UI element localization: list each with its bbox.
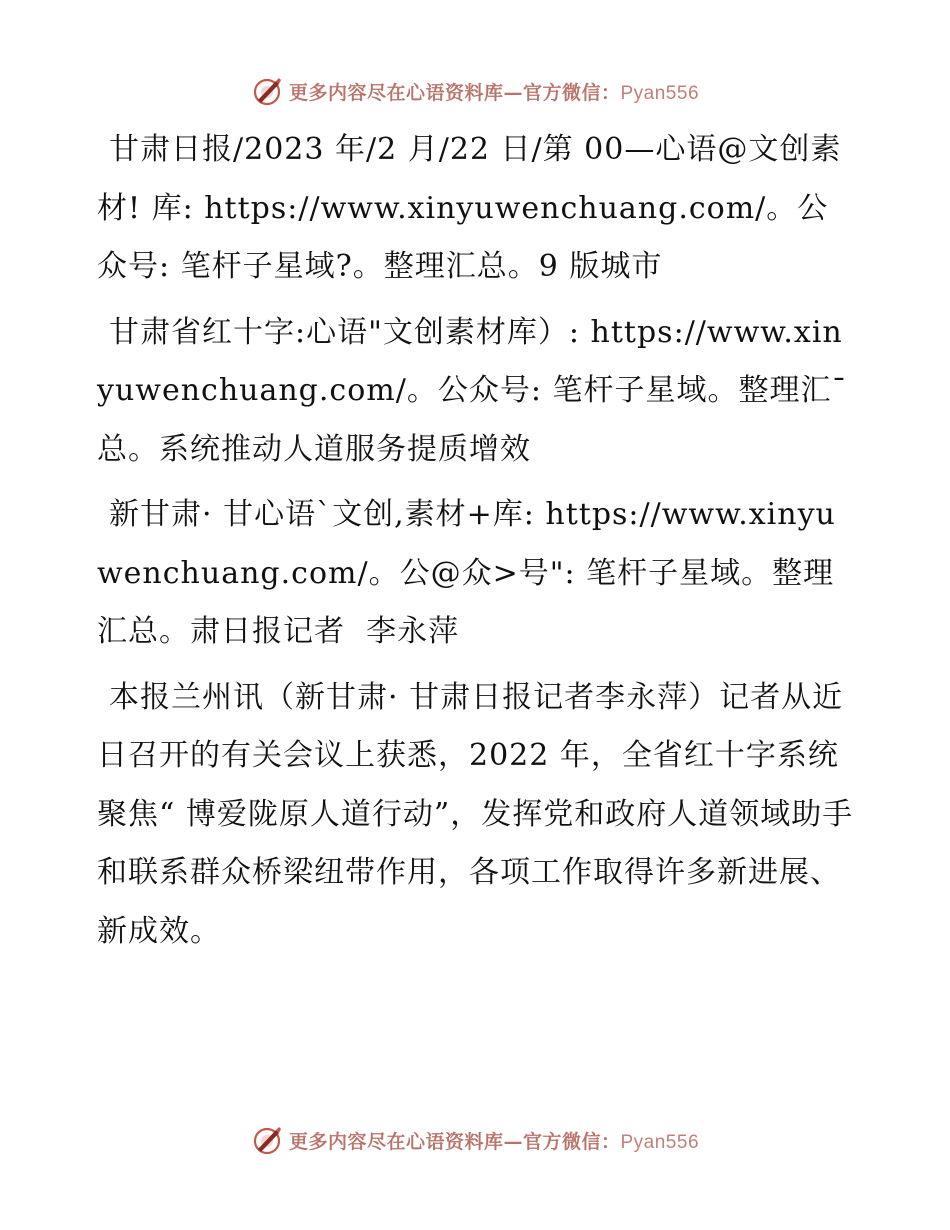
banner-wechat-id: Pyan556 <box>620 1131 700 1153</box>
banner-promo-text: 更多内容尽在心语资料库—官方微信： <box>288 81 621 104</box>
pen-logo-icon <box>251 75 283 107</box>
banner-wechat-id: Pyan556 <box>620 82 700 104</box>
paragraph-1: 甘肃日报/2023 年/2 月/22 日/第 00—心语@文创素材! 库: https://www.xinyuwenchuang.com/。公众号: 笔杆子星域?。整理汇总。9 版城市 <box>97 132 842 284</box>
paragraph-3: 新甘肃· 甘心语`文创,素材+库: https://www.xinyuwenchuang.com/。公@众>号": 笔杆子星域。整理汇总。肃日报记者 李永萍 <box>97 497 836 649</box>
header-banner <box>0 71 950 111</box>
paragraph-2: 甘肃省红十字:心语"文创素材库）: https://www.xinyuwenchuang.com/。公众号: 笔杆子星域。整理汇¯总。系统推动人道服务提质增效 <box>97 314 848 467</box>
paragraph-4: 本报兰州讯（新甘肃· 甘肃日报记者李永萍）记者从近日召开的有关会议上获悉，2022 年，全省红十字系统聚焦“ 博爱陇原人道行动”，发挥党和政府人道领域助手和联系群众桥梁纽带作用，各项工作取得许多新进展、新成效。 <box>97 679 854 949</box>
article-body <box>97 121 857 961</box>
footer-banner <box>0 1120 950 1160</box>
banner-promo-text: 更多内容尽在心语资料库—官方微信： <box>288 1130 621 1153</box>
banner-text <box>289 78 699 105</box>
banner-text <box>289 1127 699 1154</box>
pen-logo-icon <box>251 1124 283 1156</box>
